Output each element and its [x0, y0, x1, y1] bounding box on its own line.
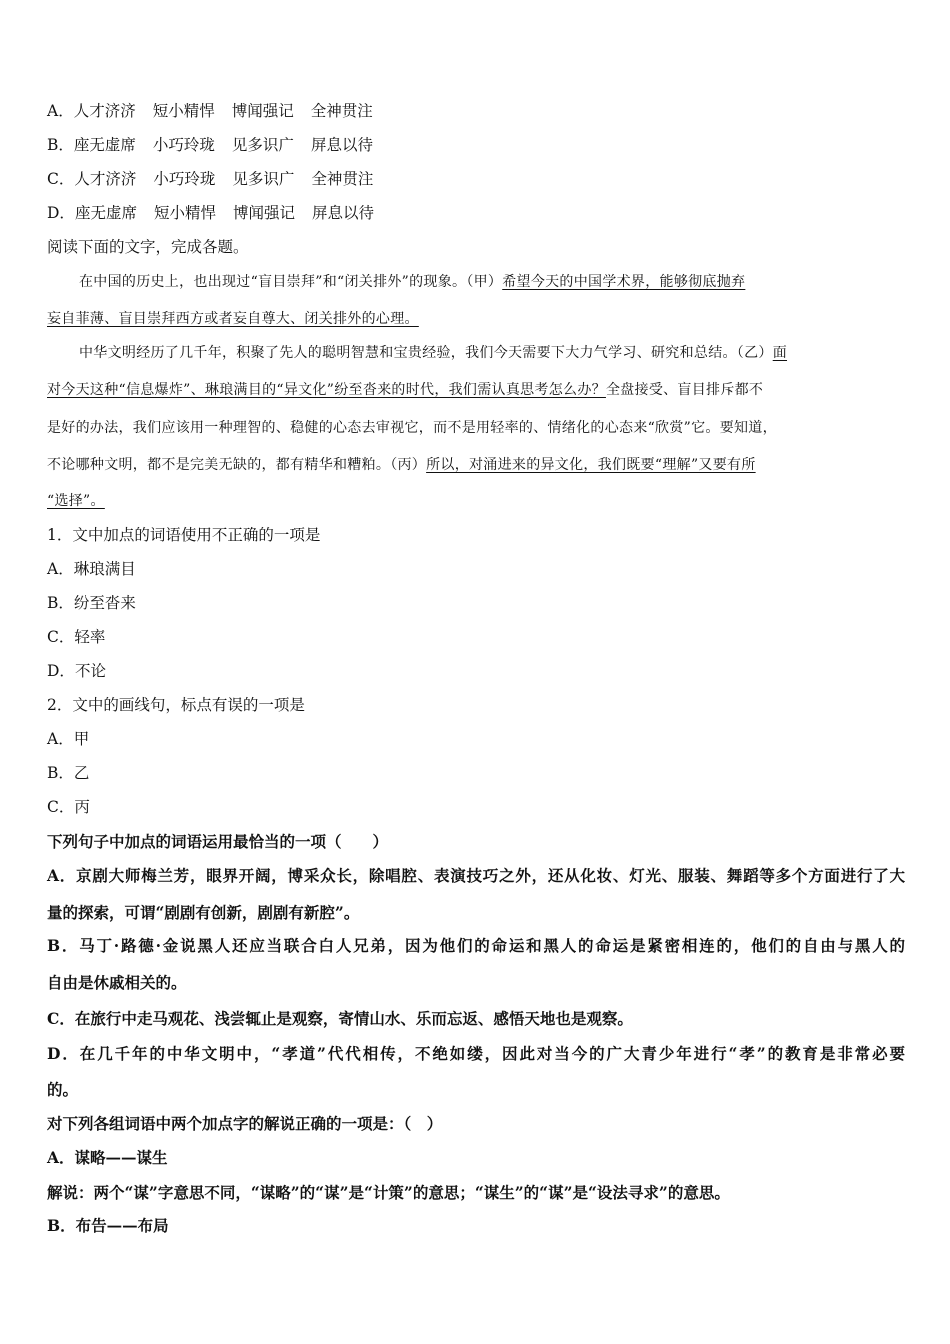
passage-line: 是好的办法，我们应该用一种理智的、稳健的心态去审视它，而不是用轻率的、情绪化的心态来“欣赏”它。要知道， — [47, 420, 777, 436]
passage-line — [47, 491, 105, 511]
option-text: 乙 — [73, 764, 90, 782]
option-c — [47, 169, 373, 189]
q1-option-d — [47, 661, 106, 681]
option-d — [47, 203, 374, 223]
option-word: 全神贯注 — [311, 170, 374, 188]
passage-line — [79, 272, 745, 292]
reading-instruction: 阅读下面的文字，完成各题。 — [47, 238, 249, 256]
option-text: 琳琅满目 — [73, 560, 136, 578]
option-label: B． — [47, 136, 74, 154]
q3-option-b: B．马丁·路德·金说黑人还应当联合白人兄弟，因为他们的命运和黑人的命运是紧密相连的，他们的自由与黑人的 — [47, 936, 905, 955]
q3-option-a: A．京剧大师梅兰芳，眼界开阔，博采众长，除唱腔、表演技巧之外，还从化妆、灯光、服装、舞蹈等多个方面进行了大 — [47, 866, 905, 885]
passage-line — [47, 309, 419, 329]
option-word: 小巧玲珑 — [152, 136, 215, 154]
option-label: C． — [47, 798, 75, 816]
question-1-stem: 1．文中加点的词语使用不正确的一项是 — [47, 526, 321, 544]
option-label: B． — [47, 594, 74, 612]
q3-option-c: C．在旅行中走马观花、浅尝辄止是观察，寄情山水、乐而忘返、感悟天地也是观察。 — [47, 1009, 633, 1028]
q3-option-d: D．在几千年的中华文明中，“孝道”代代相传，不绝如缕，因此对当今的广大青少年进行“孝”的教育是非常必要 — [47, 1044, 905, 1063]
option-text: 纷至沓来 — [73, 594, 136, 612]
passage-text: 不论哪种文明，都不是完美无缺的，都有精华和糟粕。（丙） — [47, 457, 427, 473]
option-label: C． — [47, 170, 75, 188]
option-a — [47, 101, 373, 121]
option-label: A． — [47, 730, 74, 748]
option-text: 轻率 — [74, 628, 106, 646]
underlined-sentence-jia: 妄自菲薄、盲目崇拜西方或者妄自尊大、闭关排外的心理。 — [47, 311, 419, 327]
underlined-sentence-bing: “选择”。 — [47, 493, 105, 509]
q4-option-a-explanation: 解说：两个“谋”字意思不同，“谋略”的“谋”是“计策”的意思；“谋生”的“谋”是“设法寻求”的意思。 — [47, 1183, 730, 1202]
option-word: 短小精悍 — [152, 102, 215, 120]
q3-option-d-cont: 的。 — [47, 1080, 79, 1099]
option-word: 座无虚席 — [74, 204, 137, 222]
option-text: 不论 — [74, 662, 106, 680]
option-word: 人才济济 — [74, 170, 137, 188]
q2-option-c — [47, 797, 90, 817]
underlined-sentence-yi: 对今天这种“信息爆炸”、琳琅满目的“异文化”纷至沓来的时代，我们需认真思考怎么办？ — [47, 382, 606, 398]
question-3-stem: 下列句子中加点的词语运用最恰当的一项（ ） — [47, 832, 389, 851]
option-label: A． — [47, 560, 74, 578]
q2-option-b — [47, 763, 89, 783]
option-word: 见多识广 — [232, 170, 295, 188]
option-label: D． — [47, 204, 75, 222]
option-word: 短小精悍 — [153, 204, 216, 222]
passage-line — [79, 343, 787, 363]
option-word: 人才济济 — [73, 102, 136, 120]
option-word: 座无虚席 — [73, 136, 136, 154]
option-word: 见多识广 — [231, 136, 294, 154]
underlined-sentence-bing: 所以，对涌进来的异文化，我们既要“理解”又要有所 — [426, 457, 756, 473]
underlined-sentence-jia: 希望今天的中国学术界，能够彻底抛弃 — [502, 274, 746, 290]
option-text: 甲 — [73, 730, 90, 748]
passage-line — [47, 380, 763, 400]
question-4-stem: 对下列各组词语中两个加点字的解说正确的一项是：（ ） — [47, 1114, 443, 1133]
q1-option-b — [47, 593, 136, 613]
q3-option-a-cont: 量的探索，可谓“剧剧有创新，剧剧有新腔”。 — [47, 903, 360, 922]
option-text: 丙 — [74, 798, 90, 816]
option-word: 小巧玲珑 — [153, 170, 216, 188]
option-label: A． — [47, 102, 74, 120]
passage-text: 在中国的历史上，也出现过“盲目崇拜”和“闭关排外”的现象。（甲） — [79, 274, 503, 290]
q2-option-a — [47, 729, 89, 749]
option-word: 博闻强记 — [231, 102, 294, 120]
q1-option-a — [47, 559, 136, 579]
option-label: C． — [47, 628, 75, 646]
option-b — [47, 135, 373, 155]
q4-option-b: B．布告——布局 — [47, 1216, 169, 1235]
question-2-stem: 2．文中的画线句，标点有误的一项是 — [47, 696, 305, 714]
option-label: D． — [47, 662, 75, 680]
option-label: B． — [47, 764, 74, 782]
option-word: 博闻强记 — [232, 204, 295, 222]
q1-option-c — [47, 627, 105, 647]
q4-option-a: A．谋略——谋生 — [47, 1148, 168, 1167]
option-word: 全神贯注 — [310, 102, 373, 120]
passage-text: 全盘接受、盲目排斥都不 — [605, 382, 764, 398]
option-word: 屏息以待 — [310, 136, 373, 154]
underlined-sentence-yi: 面 — [772, 345, 788, 361]
option-word: 屏息以待 — [311, 204, 374, 222]
q3-option-b-cont: 自由是休戚相关的。 — [47, 973, 187, 992]
passage-line — [47, 455, 756, 475]
passage-text: 中华文明经历了几千年，积聚了先人的聪明智慧和宝贵经验，我们今天需要下大力气学习、研究和总结。（乙） — [79, 345, 773, 361]
